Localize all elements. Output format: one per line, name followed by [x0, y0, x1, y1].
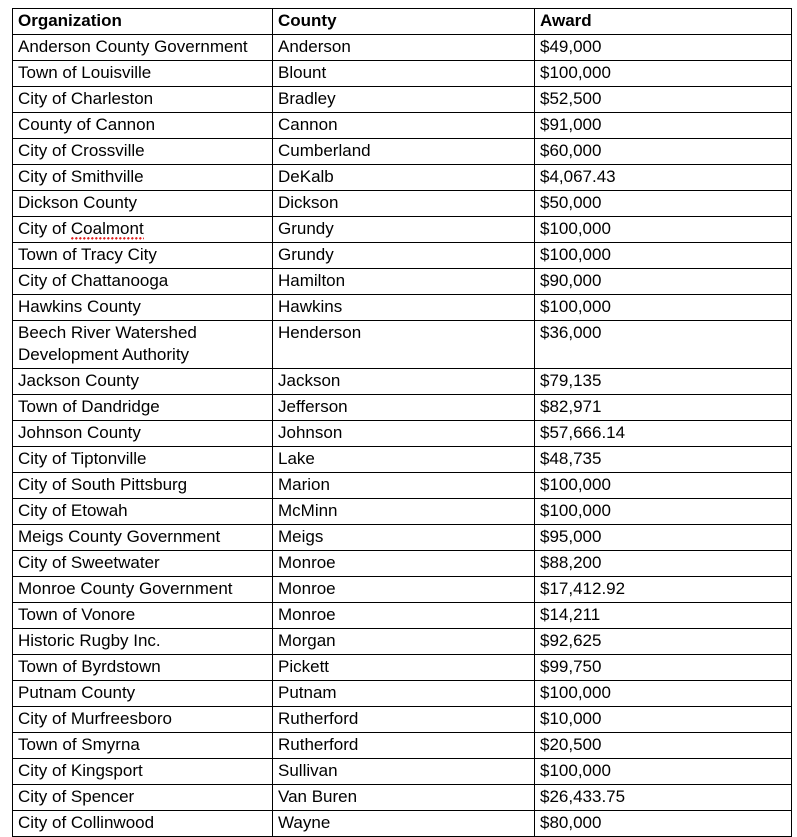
cell-award: $36,000 — [535, 321, 792, 369]
table-row — [13, 395, 792, 421]
table-row — [13, 191, 792, 217]
cell-award: $99,750 — [535, 655, 792, 681]
cell-organization: County of Cannon — [13, 113, 273, 139]
table-body — [13, 35, 792, 837]
cell-organization: Town of Vonore — [13, 603, 273, 629]
cell-county: Jefferson — [273, 395, 535, 421]
spellcheck-underline: Coalmont — [70, 219, 144, 238]
cell-organization: City of Sweetwater — [13, 551, 273, 577]
table-row — [13, 473, 792, 499]
cell-county: DeKalb — [273, 165, 535, 191]
cell-organization: Town of Tracy City — [13, 243, 273, 269]
cell-organization: Putnam County — [13, 681, 273, 707]
table-row — [13, 217, 792, 243]
cell-award: $100,000 — [535, 759, 792, 785]
cell-award: $100,000 — [535, 243, 792, 269]
table-row — [13, 269, 792, 295]
cell-county: Rutherford — [273, 707, 535, 733]
table-row — [13, 629, 792, 655]
cell-county: Van Buren — [273, 785, 535, 811]
cell-award: $20,500 — [535, 733, 792, 759]
cell-county: Johnson — [273, 421, 535, 447]
cell-award: $48,735 — [535, 447, 792, 473]
cell-award: $17,412.92 — [535, 577, 792, 603]
cell-award: $10,000 — [535, 707, 792, 733]
table-row — [13, 243, 792, 269]
cell-organization: Town of Dandridge — [13, 395, 273, 421]
table-header-row — [13, 9, 792, 35]
table-row — [13, 113, 792, 139]
cell-award: $95,000 — [535, 525, 792, 551]
cell-award: $100,000 — [535, 473, 792, 499]
cell-county: Cumberland — [273, 139, 535, 165]
cell-county: Morgan — [273, 629, 535, 655]
cell-award: $100,000 — [535, 499, 792, 525]
cell-organization: Hawkins County — [13, 295, 273, 321]
table-row — [13, 321, 792, 369]
table-row — [13, 785, 792, 811]
cell-award: $26,433.75 — [535, 785, 792, 811]
cell-organization: City of Murfreesboro — [13, 707, 273, 733]
table-row — [13, 681, 792, 707]
cell-award: $80,000 — [535, 811, 792, 837]
cell-organization: City of Spencer — [13, 785, 273, 811]
column-header-organization: Organization — [13, 9, 273, 35]
cell-organization: City of Kingsport — [13, 759, 273, 785]
cell-county: Meigs — [273, 525, 535, 551]
cell-organization: City of Collinwood — [13, 811, 273, 837]
cell-award: $100,000 — [535, 61, 792, 87]
cell-county: Marion — [273, 473, 535, 499]
cell-county: Hawkins — [273, 295, 535, 321]
cell-award: $14,211 — [535, 603, 792, 629]
cell-organization: Monroe County Government — [13, 577, 273, 603]
cell-organization: City of Chattanooga — [13, 269, 273, 295]
cell-organization: City of Smithville — [13, 165, 273, 191]
table-row — [13, 139, 792, 165]
column-header-award: Award — [535, 9, 792, 35]
cell-county: Bradley — [273, 87, 535, 113]
table-row — [13, 551, 792, 577]
cell-county: Cannon — [273, 113, 535, 139]
table-row — [13, 165, 792, 191]
cell-award: $52,500 — [535, 87, 792, 113]
cell-county: Lake — [273, 447, 535, 473]
table-row — [13, 733, 792, 759]
cell-organization: Anderson County Government — [13, 35, 273, 61]
cell-county: Rutherford — [273, 733, 535, 759]
table-row — [13, 759, 792, 785]
table-row — [13, 447, 792, 473]
cell-award: $50,000 — [535, 191, 792, 217]
cell-organization: Johnson County — [13, 421, 273, 447]
cell-county: Monroe — [273, 603, 535, 629]
cell-county: Pickett — [273, 655, 535, 681]
cell-organization: Dickson County — [13, 191, 273, 217]
cell-county: Anderson — [273, 35, 535, 61]
cell-award: $100,000 — [535, 681, 792, 707]
cell-organization: Beech River Watershed Development Authority — [13, 321, 273, 369]
table-row — [13, 421, 792, 447]
cell-county: Grundy — [273, 217, 535, 243]
cell-county: McMinn — [273, 499, 535, 525]
column-header-county: County — [273, 9, 535, 35]
cell-award: $90,000 — [535, 269, 792, 295]
cell-award: $88,200 — [535, 551, 792, 577]
cell-county: Grundy — [273, 243, 535, 269]
cell-county: Blount — [273, 61, 535, 87]
cell-award: $82,971 — [535, 395, 792, 421]
cell-organization: Historic Rugby Inc. — [13, 629, 273, 655]
cell-award: $4,067.43 — [535, 165, 792, 191]
cell-county: Monroe — [273, 551, 535, 577]
cell-county: Sullivan — [273, 759, 535, 785]
cell-county: Monroe — [273, 577, 535, 603]
cell-organization: Town of Smyrna — [13, 733, 273, 759]
table-row — [13, 525, 792, 551]
table-row — [13, 499, 792, 525]
cell-organization: City of Coalmont — [13, 217, 273, 243]
cell-organization: Meigs County Government — [13, 525, 273, 551]
cell-county: Jackson — [273, 369, 535, 395]
cell-county: Hamilton — [273, 269, 535, 295]
table-row — [13, 35, 792, 61]
table-row — [13, 577, 792, 603]
cell-county: Putnam — [273, 681, 535, 707]
cell-award: $57,666.14 — [535, 421, 792, 447]
table-row — [13, 87, 792, 113]
cell-county: Dickson — [273, 191, 535, 217]
table-row — [13, 61, 792, 87]
cell-organization: Jackson County — [13, 369, 273, 395]
award-table — [12, 8, 792, 837]
cell-award: $100,000 — [535, 295, 792, 321]
table-row — [13, 603, 792, 629]
cell-award: $100,000 — [535, 217, 792, 243]
cell-award: $91,000 — [535, 113, 792, 139]
cell-organization: City of Crossville — [13, 139, 273, 165]
cell-organization: Town of Byrdstown — [13, 655, 273, 681]
table-row — [13, 655, 792, 681]
cell-organization: City of South Pittsburg — [13, 473, 273, 499]
cell-award: $49,000 — [535, 35, 792, 61]
table-row — [13, 811, 792, 837]
table-row — [13, 295, 792, 321]
cell-organization: City of Tiptonville — [13, 447, 273, 473]
table-row — [13, 369, 792, 395]
table-header — [13, 9, 792, 35]
cell-county: Wayne — [273, 811, 535, 837]
cell-organization: City of Etowah — [13, 499, 273, 525]
cell-county: Henderson — [273, 321, 535, 369]
cell-organization: City of Charleston — [13, 87, 273, 113]
cell-award: $92,625 — [535, 629, 792, 655]
cell-organization: Town of Louisville — [13, 61, 273, 87]
table-row — [13, 707, 792, 733]
cell-award: $60,000 — [535, 139, 792, 165]
cell-award: $79,135 — [535, 369, 792, 395]
